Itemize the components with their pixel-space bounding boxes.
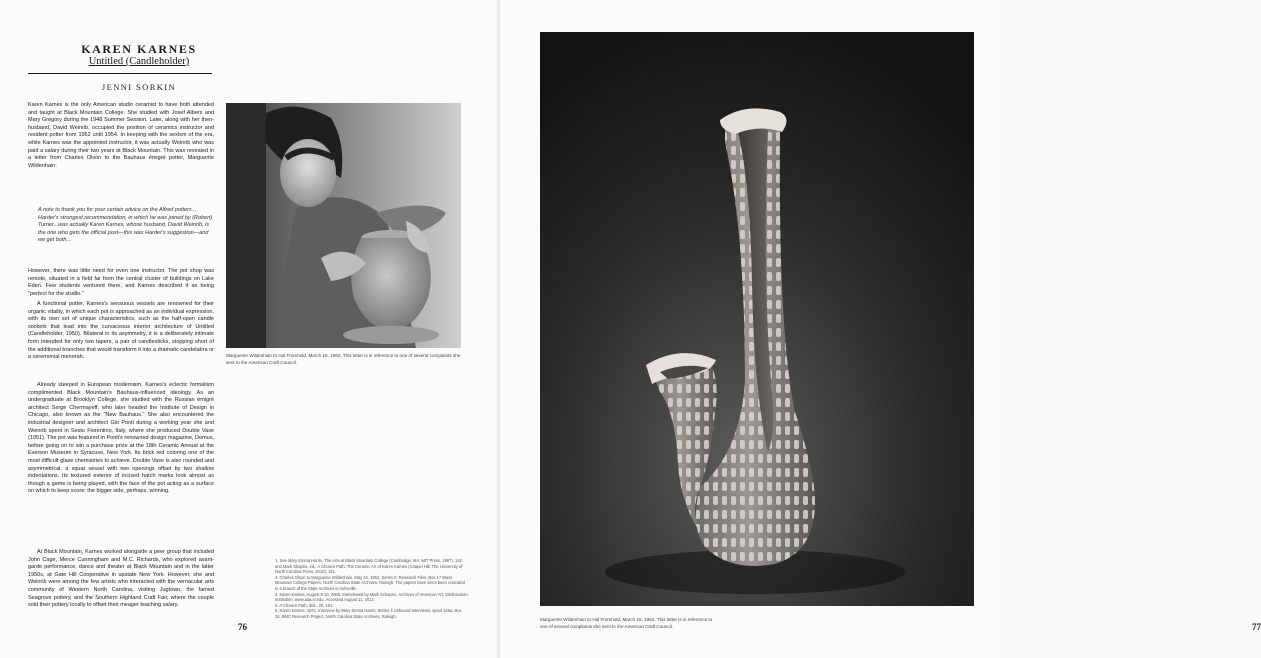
author-name: JENNI SORKIN (101, 82, 177, 92)
footnote-4: 4. A Chosen Path, ibid., 20, 151. (275, 602, 334, 608)
candleholder-photo (540, 32, 974, 606)
right-photo-caption: Marguerite Wildenhain to Hal Fromhold, March 15, 1962. This letter is in reference to one of several complaints she sent to the American Craft Council. (540, 617, 713, 629)
essay-title: KAREN KARNES (81, 42, 197, 56)
body-paragraph-4: Already steeped in European modernism, Karnes's eclectic formalism complimented Black Mountain's Bauhaus-influenced ideology. As an undergraduate at Brooklyn College, she studied with the Russian émigré architect Serge Chermayeff, who later headed the Institute of Design in Chicago, also known as the "New Bauhaus." She also encountered the industrial designer and architect Gio Ponti during a working year she and Weinrib spent in Sesto Fiorentino, Italy, where she produced Double Vase (1951). The pot was featured in Ponti's renowned design magazine, Domus, before going on to win a purchase prize at the 18th Ceramic Annual at the Everson Museum in Syracuse, New York. Its brick red coloring one of the most difficult glaze chemistries to achieve. Double Vase is also rounded and asymmetrical, a squat vessel with two openings offset by two shallow indentations. Its textured exterior of incised hatch marks look almost as though a game is being played, with the face of the pot acting as a surface on which to keep score: the bigger side, perhaps, winning. (28, 382, 214, 495)
footnote-5: 5. Karen Karnes, 1971. Interview by Mary Emma Harris, Series 4 Unbound Interviews, spool 165a, Box 32, BMC Research Project, North Carolina State Archives, Raleigh. (275, 608, 462, 619)
body-paragraph-2: However, there was little need for even one instructor. The pot shop was remote, situated in a field far from the central cluster of buildings on Lake Eden. Few students ventured there, and Karnes described it as being "perfect for the studio." (28, 268, 214, 297)
body-paragraph-5: At Black Mountain, Karnes worked alongside a peer group that included John Cage, Merce Cunningham and M.C. Richards, who explored avant-garde performance, dance and theater at Black Mountain and in the latter 1950s, at Gate Hill Cooperative in upstate New York. However, she and Weinrib were among the few artists who interacted with the vernacular arts community of Western North Carolina, visiting Jugtown, the famed Seagrove pottery, and the Southern Highland Craft Fair, where the couple sold their pottery locally to offset their meager teaching salary. (28, 549, 214, 609)
potter-at-wheel-image (226, 103, 461, 348)
title-rule (28, 73, 212, 74)
page-number-left: 76 (238, 622, 247, 632)
candleholder-image (540, 32, 974, 606)
block-quote: A note to thank you for your certain advice on the Alfred potters... Harder's strongest recommendation, in which he was joined by (Robert) Turner...was actually Karen Karnes, whose husband, David Weinrib, is the one who gets the official post—this was Harder's suggestion—and we get both... (38, 207, 213, 244)
left-photo-caption: Marguerite Wildenhain to Hal Fromhold, March 15, 1962. This letter is in reference to one of several complaints she sent to the American Craft Council. (226, 353, 461, 365)
potter-at-wheel-photo (226, 103, 461, 348)
page-number-right: 77 (1252, 622, 1261, 632)
body-paragraph-1: Karen Karnes is the only American studio ceramist to have both attended and taught at Black Mountain College. She studied with Josef Albers and Mary Gregory during the 1948 Summer Session. Later, along with her then-husband, David Weinrib, occupied the position of ceramics instructor and resident potter from 1952 until 1954. In keeping with the sexism of the era, while Karnes was the appointed instructor, it was actually Weinrib who was paid a salary during their two years at Black Mountain. This was revealed in a letter from Charles Olson to the Bauhaus émigré potter, Marguerite Wildenhain: (28, 102, 214, 169)
body-paragraph-3: A functional potter, Karnes's sensuous vessels are renowned for their organic vitality, in which each pot is approached as an individual expression, with its own set of unique characteristics, such as the half-open candle sockets that lead into the curvaceous interior architecture of Untitled (Candleholder, 1950). Bilateral in its asymmetry, it is a deliberately intimate form intended for only two tapers, a pair of candlesticks, stopping short of the additional branches that would transform it into a dramatic candelabra or a ceremonial menorah. (28, 301, 214, 361)
footnotes-list (275, 558, 468, 620)
left-page (0, 0, 500, 658)
footnote-1: 1. See Mary Emma Harris, The Arts at Black Mountain College (Cambridge, MA: MIT Press, 1987), 142 and Mark Shapiro, ed., A Chosen Path: The Ceramic Art of Karen Karnes (Chapel Hill: The University of North Carolina Press, 2010), 151. (275, 558, 463, 575)
footnote-2: 2. Charles Olson to Marguerite Wildenhain, May 24, 1952, Series II: Research Files, Box 17 Black Mountain College Papers, North Carolina State Archives, Raleigh. The papers have since been relocated to a branch of the State Archives in Asheville. (275, 574, 465, 591)
artwork-title: Untitled (Candleholder) (88, 56, 190, 67)
footnote-3: 3. Karen Karnes, August 9-10, 2005. Interviewed by Mark Schapiro. Archives of American Art, Smithsonian Institution, www.aaa.si.edu. Accessed August 11, 2012. (275, 591, 468, 603)
